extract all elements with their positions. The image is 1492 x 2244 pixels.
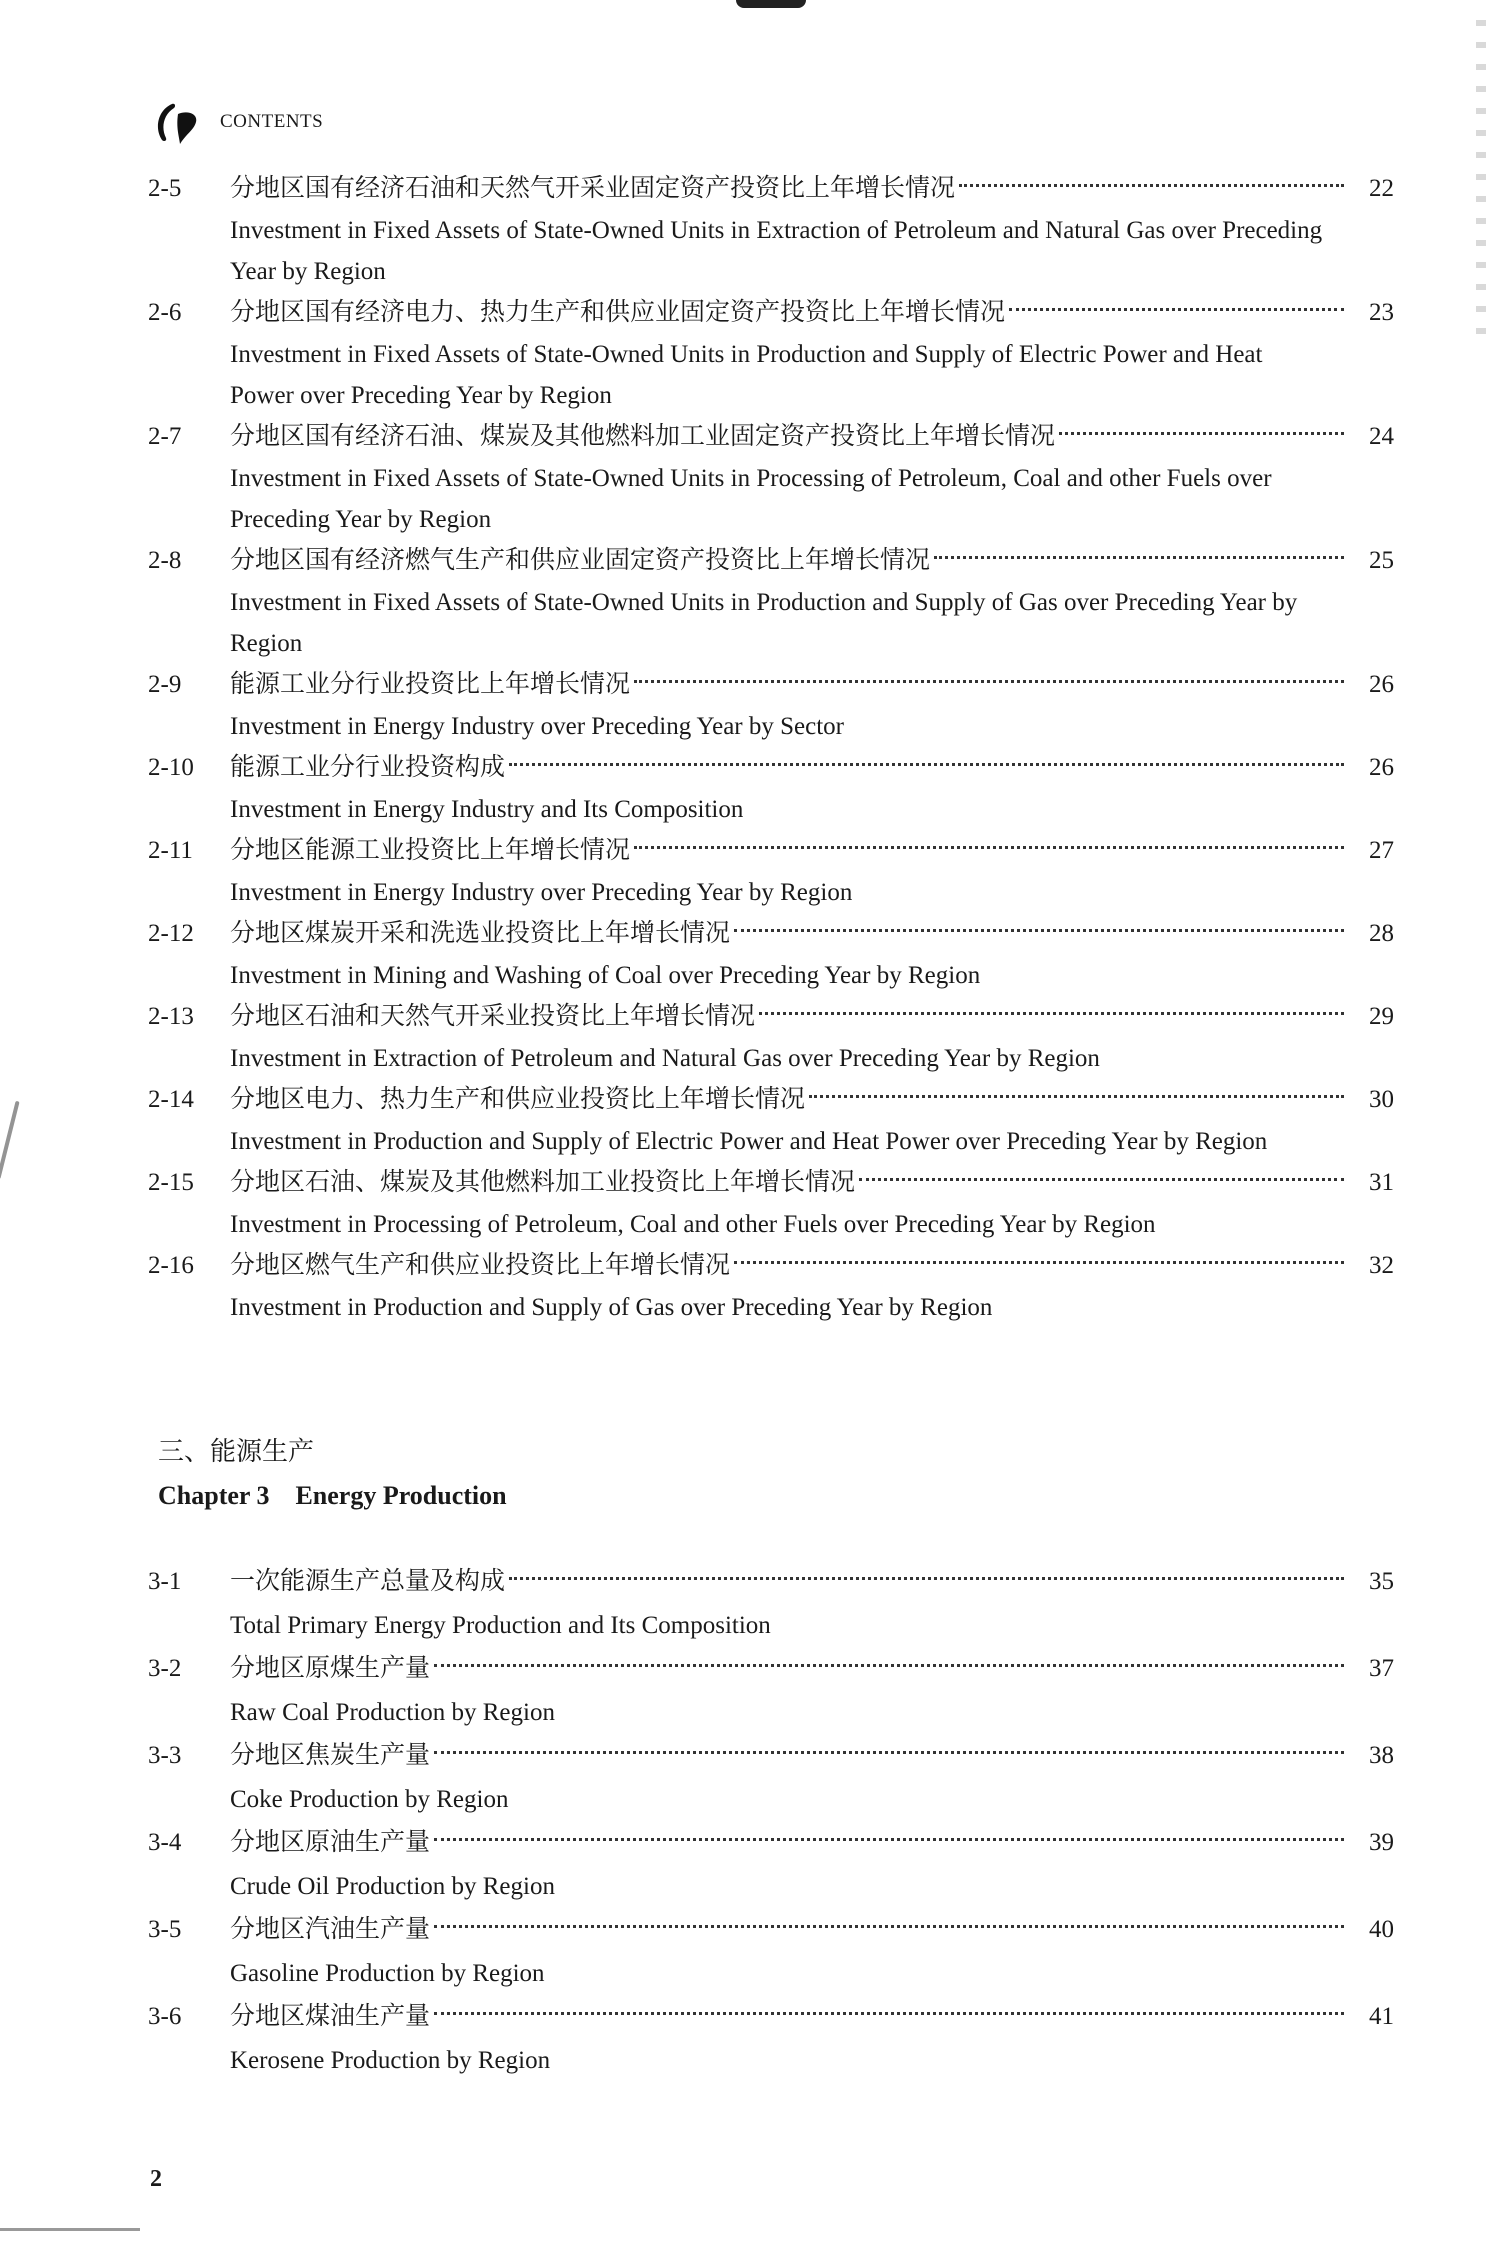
entry-title-en: Gasoline Production by Region	[230, 1960, 545, 1987]
entry-title-en: Investment in Energy Industry over Preceding Year by Sector	[230, 713, 844, 740]
toc-entry[interactable]	[148, 1560, 1394, 1647]
scan-margin-mark	[0, 1101, 20, 1180]
entry-number: 2-9	[148, 671, 182, 698]
toc-entry[interactable]	[148, 664, 1394, 747]
entry-page: 32	[1369, 1252, 1394, 1279]
entry-title-zh: 分地区汽油生产量	[230, 1916, 431, 1943]
entry-number: 2-16	[148, 1252, 194, 1279]
entry-page: 25	[1369, 547, 1394, 574]
entry-page: 26	[1369, 754, 1394, 781]
entry-number: 2-5	[148, 175, 182, 202]
entry-title-zh: 分地区电力、热力生产和供应业投资比上年增长情况	[230, 1086, 806, 1113]
toc-entry[interactable]	[148, 1162, 1394, 1245]
entry-page: 22	[1369, 175, 1394, 202]
entry-title-zh: 分地区原煤生产量	[230, 1655, 431, 1682]
scan-top-mark	[736, 0, 806, 8]
dot-leader	[434, 1664, 1344, 1667]
entry-title-zh: 能源工业分行业投资比上年增长情况	[230, 671, 631, 698]
entry-title-en: Investment in Mining and Washing of Coal over Preceding Year by Region	[230, 962, 981, 989]
entry-number: 2-15	[148, 1169, 194, 1196]
dot-leader	[1009, 308, 1344, 311]
entry-title-zh: 分地区能源工业投资比上年增长情况	[230, 837, 631, 864]
entry-title-zh: 分地区石油、煤炭及其他燃料加工业投资比上年增长情况	[230, 1169, 856, 1196]
entry-title-zh: 分地区焦炭生产量	[230, 1742, 431, 1769]
entry-page: 35	[1369, 1568, 1394, 1595]
toc-section-3	[148, 1560, 1394, 2082]
dot-leader	[634, 680, 1344, 683]
entry-title-zh: 能源工业分行业投资构成	[230, 754, 506, 781]
entry-number: 2-8	[148, 547, 182, 574]
toc-entry[interactable]	[148, 1734, 1394, 1821]
entry-number: 3-4	[148, 1829, 182, 1856]
entry-page: 24	[1369, 423, 1394, 450]
dot-leader	[509, 1577, 1344, 1580]
chapter-title-zh: 三、能源生产	[158, 1437, 315, 1466]
entry-page: 27	[1369, 837, 1394, 864]
dot-leader	[434, 1925, 1344, 1928]
entry-page: 38	[1369, 1742, 1394, 1769]
dot-leader	[959, 184, 1344, 187]
entry-title-en: Investment in Energy Industry and Its Composition	[230, 796, 744, 823]
dot-leader	[934, 556, 1344, 559]
entry-title-en: Crude Oil Production by Region	[230, 1873, 555, 1900]
entry-title-zh: 分地区煤炭开采和洗选业投资比上年增长情况	[230, 920, 731, 947]
entry-number: 2-6	[148, 299, 182, 326]
dot-leader	[859, 1178, 1344, 1181]
entry-number: 3-3	[148, 1742, 182, 1769]
toc-entry[interactable]	[148, 1908, 1394, 1995]
entry-title-zh: 分地区原油生产量	[230, 1829, 431, 1856]
entry-title-en: Raw Coal Production by Region	[230, 1699, 555, 1726]
entry-title-en: Investment in Processing of Petroleum, Coal and other Fuels over Preceding Year by Region	[230, 1211, 1156, 1238]
entry-title-en: Investment in Fixed Assets of State-Owned Units in Processing of Petroleum, Coal and other Fuels over Preceding Year by Region	[230, 465, 1272, 533]
entry-title-zh: 分地区煤油生产量	[230, 2003, 431, 2030]
entry-title-en: Coke Production by Region	[230, 1786, 509, 1813]
entry-title-zh: 分地区国有经济石油和天然气开采业固定资产投资比上年增长情况	[230, 175, 956, 202]
entry-page: 26	[1369, 671, 1394, 698]
entry-page: 29	[1369, 1003, 1394, 1030]
entry-number: 3-2	[148, 1655, 182, 1682]
publisher-logo-icon	[152, 100, 204, 144]
entry-page: 40	[1369, 1916, 1394, 1943]
entry-title-en: Investment in Production and Supply of Gas over Preceding Year by Region	[230, 1294, 993, 1321]
entry-number: 2-12	[148, 920, 194, 947]
entry-title-en: Investment in Fixed Assets of State-Owned Units in Extraction of Petroleum and Natural Gas over Preceding Year by Region	[230, 217, 1323, 285]
contents-label: CONTENTS	[220, 111, 324, 132]
page-header	[152, 100, 323, 144]
entry-number: 3-6	[148, 2003, 182, 2030]
entry-title-zh: 分地区燃气生产和供应业投资比上年增长情况	[230, 1252, 731, 1279]
toc-entry[interactable]	[148, 1995, 1394, 2082]
entry-number: 2-14	[148, 1086, 194, 1113]
entry-page: 37	[1369, 1655, 1394, 1682]
entry-title-en: Investment in Energy Industry over Preceding Year by Region	[230, 879, 853, 906]
toc-entry[interactable]	[148, 1245, 1394, 1328]
toc-entry[interactable]	[148, 1079, 1394, 1162]
toc-entry[interactable]	[148, 1647, 1394, 1734]
entry-number: 2-10	[148, 754, 194, 781]
entry-page: 28	[1369, 920, 1394, 947]
dot-leader	[809, 1095, 1344, 1098]
toc-entry[interactable]	[148, 830, 1394, 913]
toc-entry[interactable]	[148, 540, 1394, 664]
toc-entry[interactable]	[148, 996, 1394, 1079]
entry-title-en: Investment in Production and Supply of Electric Power and Heat Power over Preceding Year by Region	[230, 1128, 1268, 1155]
entry-page: 41	[1369, 2003, 1394, 2030]
dot-leader	[509, 763, 1344, 766]
entry-number: 2-11	[148, 837, 193, 864]
entry-title-zh: 分地区国有经济石油、煤炭及其他燃料加工业固定资产投资比上年增长情况	[230, 423, 1056, 450]
toc-entry[interactable]	[148, 1821, 1394, 1908]
entry-page: 39	[1369, 1829, 1394, 1856]
entry-title-zh: 一次能源生产总量及构成	[230, 1568, 506, 1595]
entry-page: 31	[1369, 1169, 1394, 1196]
entry-title-en: Investment in Fixed Assets of State-Owned Units in Production and Supply of Gas over Preceding Year by Region	[230, 589, 1298, 657]
entry-title-en: Investment in Extraction of Petroleum and Natural Gas over Preceding Year by Region	[230, 1045, 1100, 1072]
chapter-heading	[158, 1430, 507, 1518]
scan-edge-artifact	[1476, 20, 1486, 350]
dot-leader	[734, 929, 1344, 932]
dot-leader	[1059, 432, 1344, 435]
toc-entry[interactable]	[148, 292, 1394, 416]
chapter-title-en: Chapter 3 Energy Production	[158, 1481, 507, 1510]
toc-entry[interactable]	[148, 913, 1394, 996]
entry-number: 2-13	[148, 1003, 194, 1030]
dot-leader	[634, 846, 1344, 849]
toc-entry[interactable]	[148, 747, 1394, 830]
toc-entry[interactable]	[148, 416, 1394, 540]
dot-leader	[734, 1261, 1344, 1264]
entry-page: 23	[1369, 299, 1394, 326]
toc-entry[interactable]	[148, 168, 1394, 292]
dot-leader	[434, 1751, 1344, 1754]
entry-page: 30	[1369, 1086, 1394, 1113]
dot-leader	[434, 1838, 1344, 1841]
dot-leader	[759, 1012, 1344, 1015]
dot-leader	[434, 2012, 1344, 2015]
scan-bottom-line	[0, 2228, 140, 2231]
entry-number: 3-1	[148, 1568, 182, 1595]
page-number: 2	[150, 2166, 162, 2192]
entry-title-en: Investment in Fixed Assets of State-Owned Units in Production and Supply of Electric Power and Heat Power over Preceding Year by Region	[230, 341, 1263, 409]
entry-title-en: Kerosene Production by Region	[230, 2047, 551, 2074]
entry-title-zh: 分地区国有经济电力、热力生产和供应业固定资产投资比上年增长情况	[230, 299, 1006, 326]
entry-title-zh: 分地区国有经济燃气生产和供应业固定资产投资比上年增长情况	[230, 547, 931, 574]
entry-title-en: Total Primary Energy Production and Its Composition	[230, 1612, 771, 1639]
entry-number: 3-5	[148, 1916, 182, 1943]
entry-number: 2-7	[148, 423, 182, 450]
entry-title-zh: 分地区石油和天然气开采业投资比上年增长情况	[230, 1003, 756, 1030]
toc-section-2	[148, 168, 1394, 1328]
